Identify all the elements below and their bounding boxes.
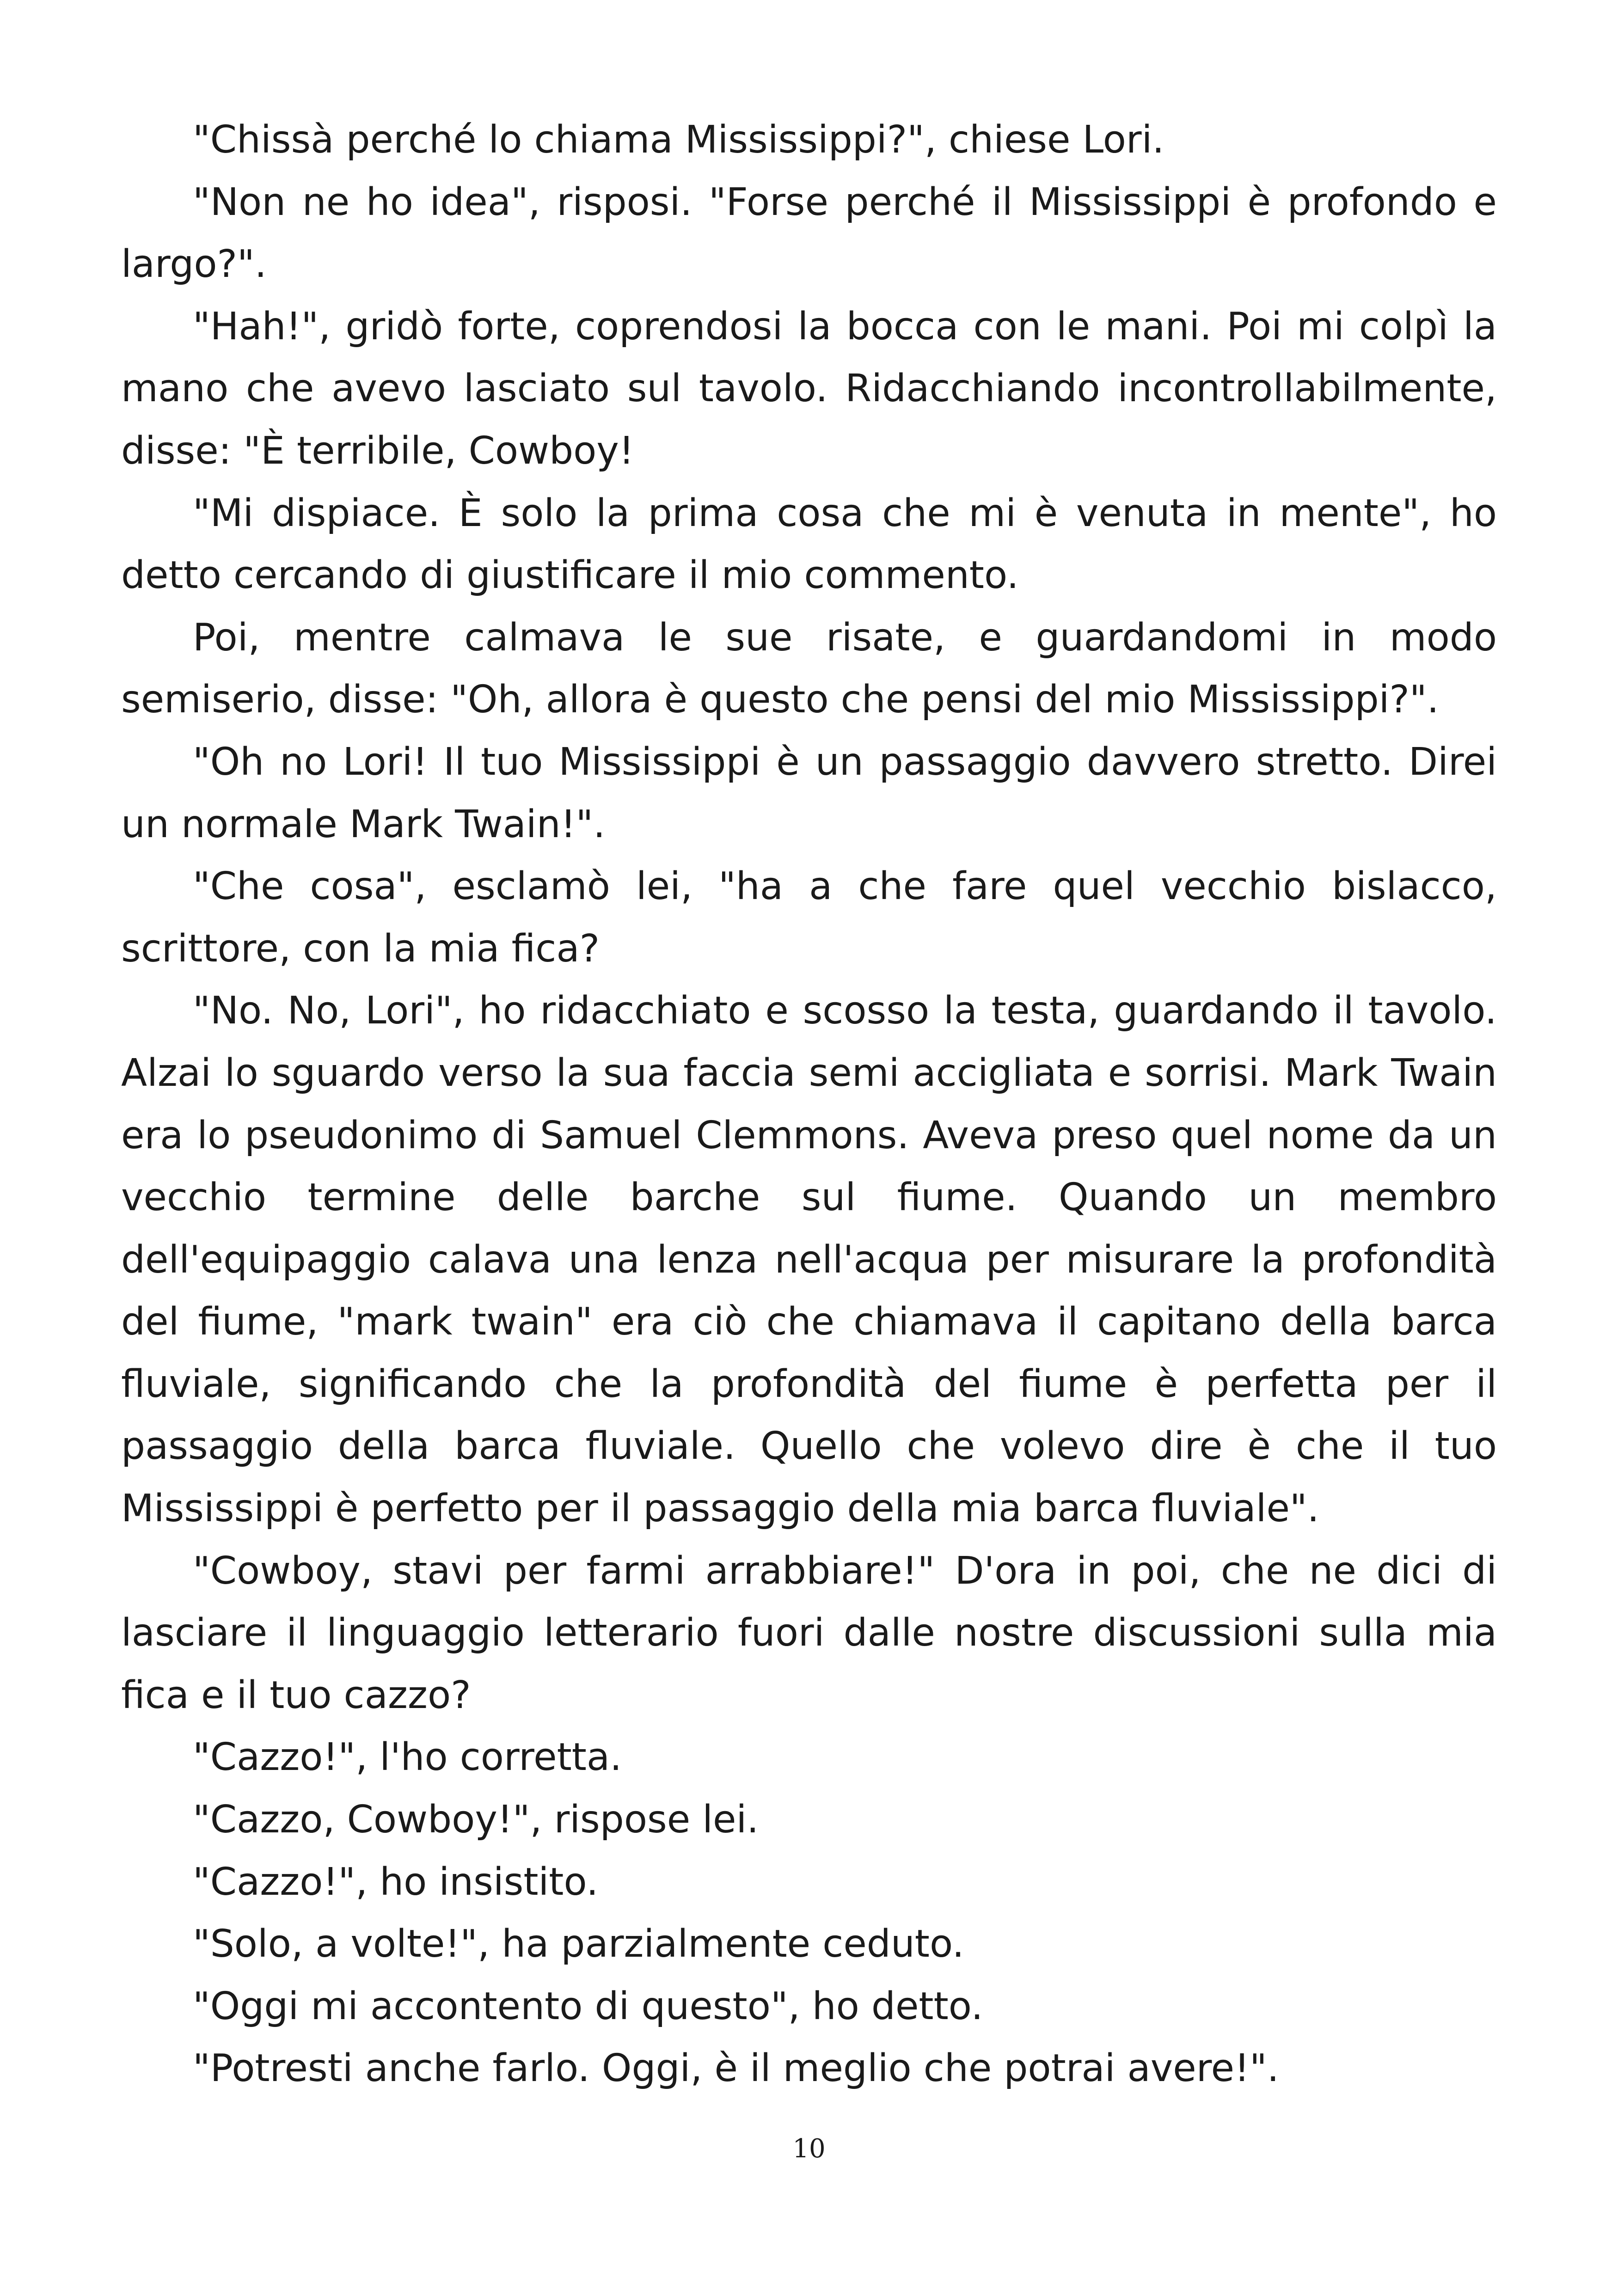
body-text bbox=[121, 109, 1497, 2100]
paragraph: "Non ne ho idea", risposi. "Forse perché il Mississippi è profondo e largo?". bbox=[121, 180, 1497, 287]
paragraph: "Cazzo!", ho insistito. bbox=[193, 1860, 599, 1904]
paragraph: "Mi dispiace. È solo la prima cosa che mi è venuta in mente", ho detto cercando di giustificare il mio commento. bbox=[121, 491, 1497, 598]
paragraph: "Oggi mi accontento di questo", ho detto. bbox=[193, 1984, 983, 2028]
paragraph: "Cazzo!", l'ho corretta. bbox=[193, 1735, 622, 1780]
paragraph: "Hah!", gridò forte, coprendosi la bocca con le mani. Poi mi colpì la mano che avevo lasciato sul tavolo. Ridacchiando incontrollabilmente, disse: "È terribile, Cowboy! bbox=[121, 304, 1497, 473]
page-number: 10 bbox=[792, 2134, 826, 2164]
paragraph: "Chissà perché lo chiama Mississippi?", chiese Lori. bbox=[193, 118, 1164, 162]
paragraph: "Cazzo, Cowboy!", rispose lei. bbox=[193, 1798, 759, 1842]
paragraph: "Oh no Lori! Il tuo Mississippi è un passaggio davvero stretto. Direi un normale Mark Twain!". bbox=[121, 740, 1497, 846]
paragraph: "Solo, a volte!", ha parzialmente ceduto. bbox=[193, 1922, 964, 1966]
paragraph: "Potresti anche farlo. Oggi, è il meglio che potrai avere!". bbox=[193, 2046, 1279, 2091]
paragraph: Poi, mentre calmava le sue risate, e guardandomi in modo semiserio, disse: "Oh, allora è questo che pensi del mio Mississippi?". bbox=[121, 615, 1497, 722]
paragraph: "Cowboy, stavi per farmi arrabbiare!" D'ora in poi, che ne dici di lasciare il linguaggio letterario fuori dalle nostre discussioni sulla mia fica e il tuo cazzo? bbox=[121, 1549, 1497, 1717]
paragraph: "Che cosa", esclamò lei, "ha a che fare quel vecchio bislacco, scrittore, con la mia fica? bbox=[121, 864, 1497, 971]
paragraph: "No. No, Lori", ho ridacchiato e scosso la testa, guardando il tavolo. Alzai lo sguardo verso la sua faccia semi accigliata e sorrisi. Mark Twain era lo pseudonimo di Samuel Clemmons. Aveva preso quel nome da un vecchio termine delle barche sul fiume. Quando un membro dell'equipaggio calava una lenza nell'acqua per misurare la profondità del fiume, "mark twain" era ciò che chiamava il capitano della barca fluviale, significando che la profondità del fiume è perfetta per il passaggio della barca fluviale. Quello che volevo dire è che il tuo Mississippi è perfetto per il passaggio della mia barca fluviale". bbox=[121, 989, 1497, 1531]
